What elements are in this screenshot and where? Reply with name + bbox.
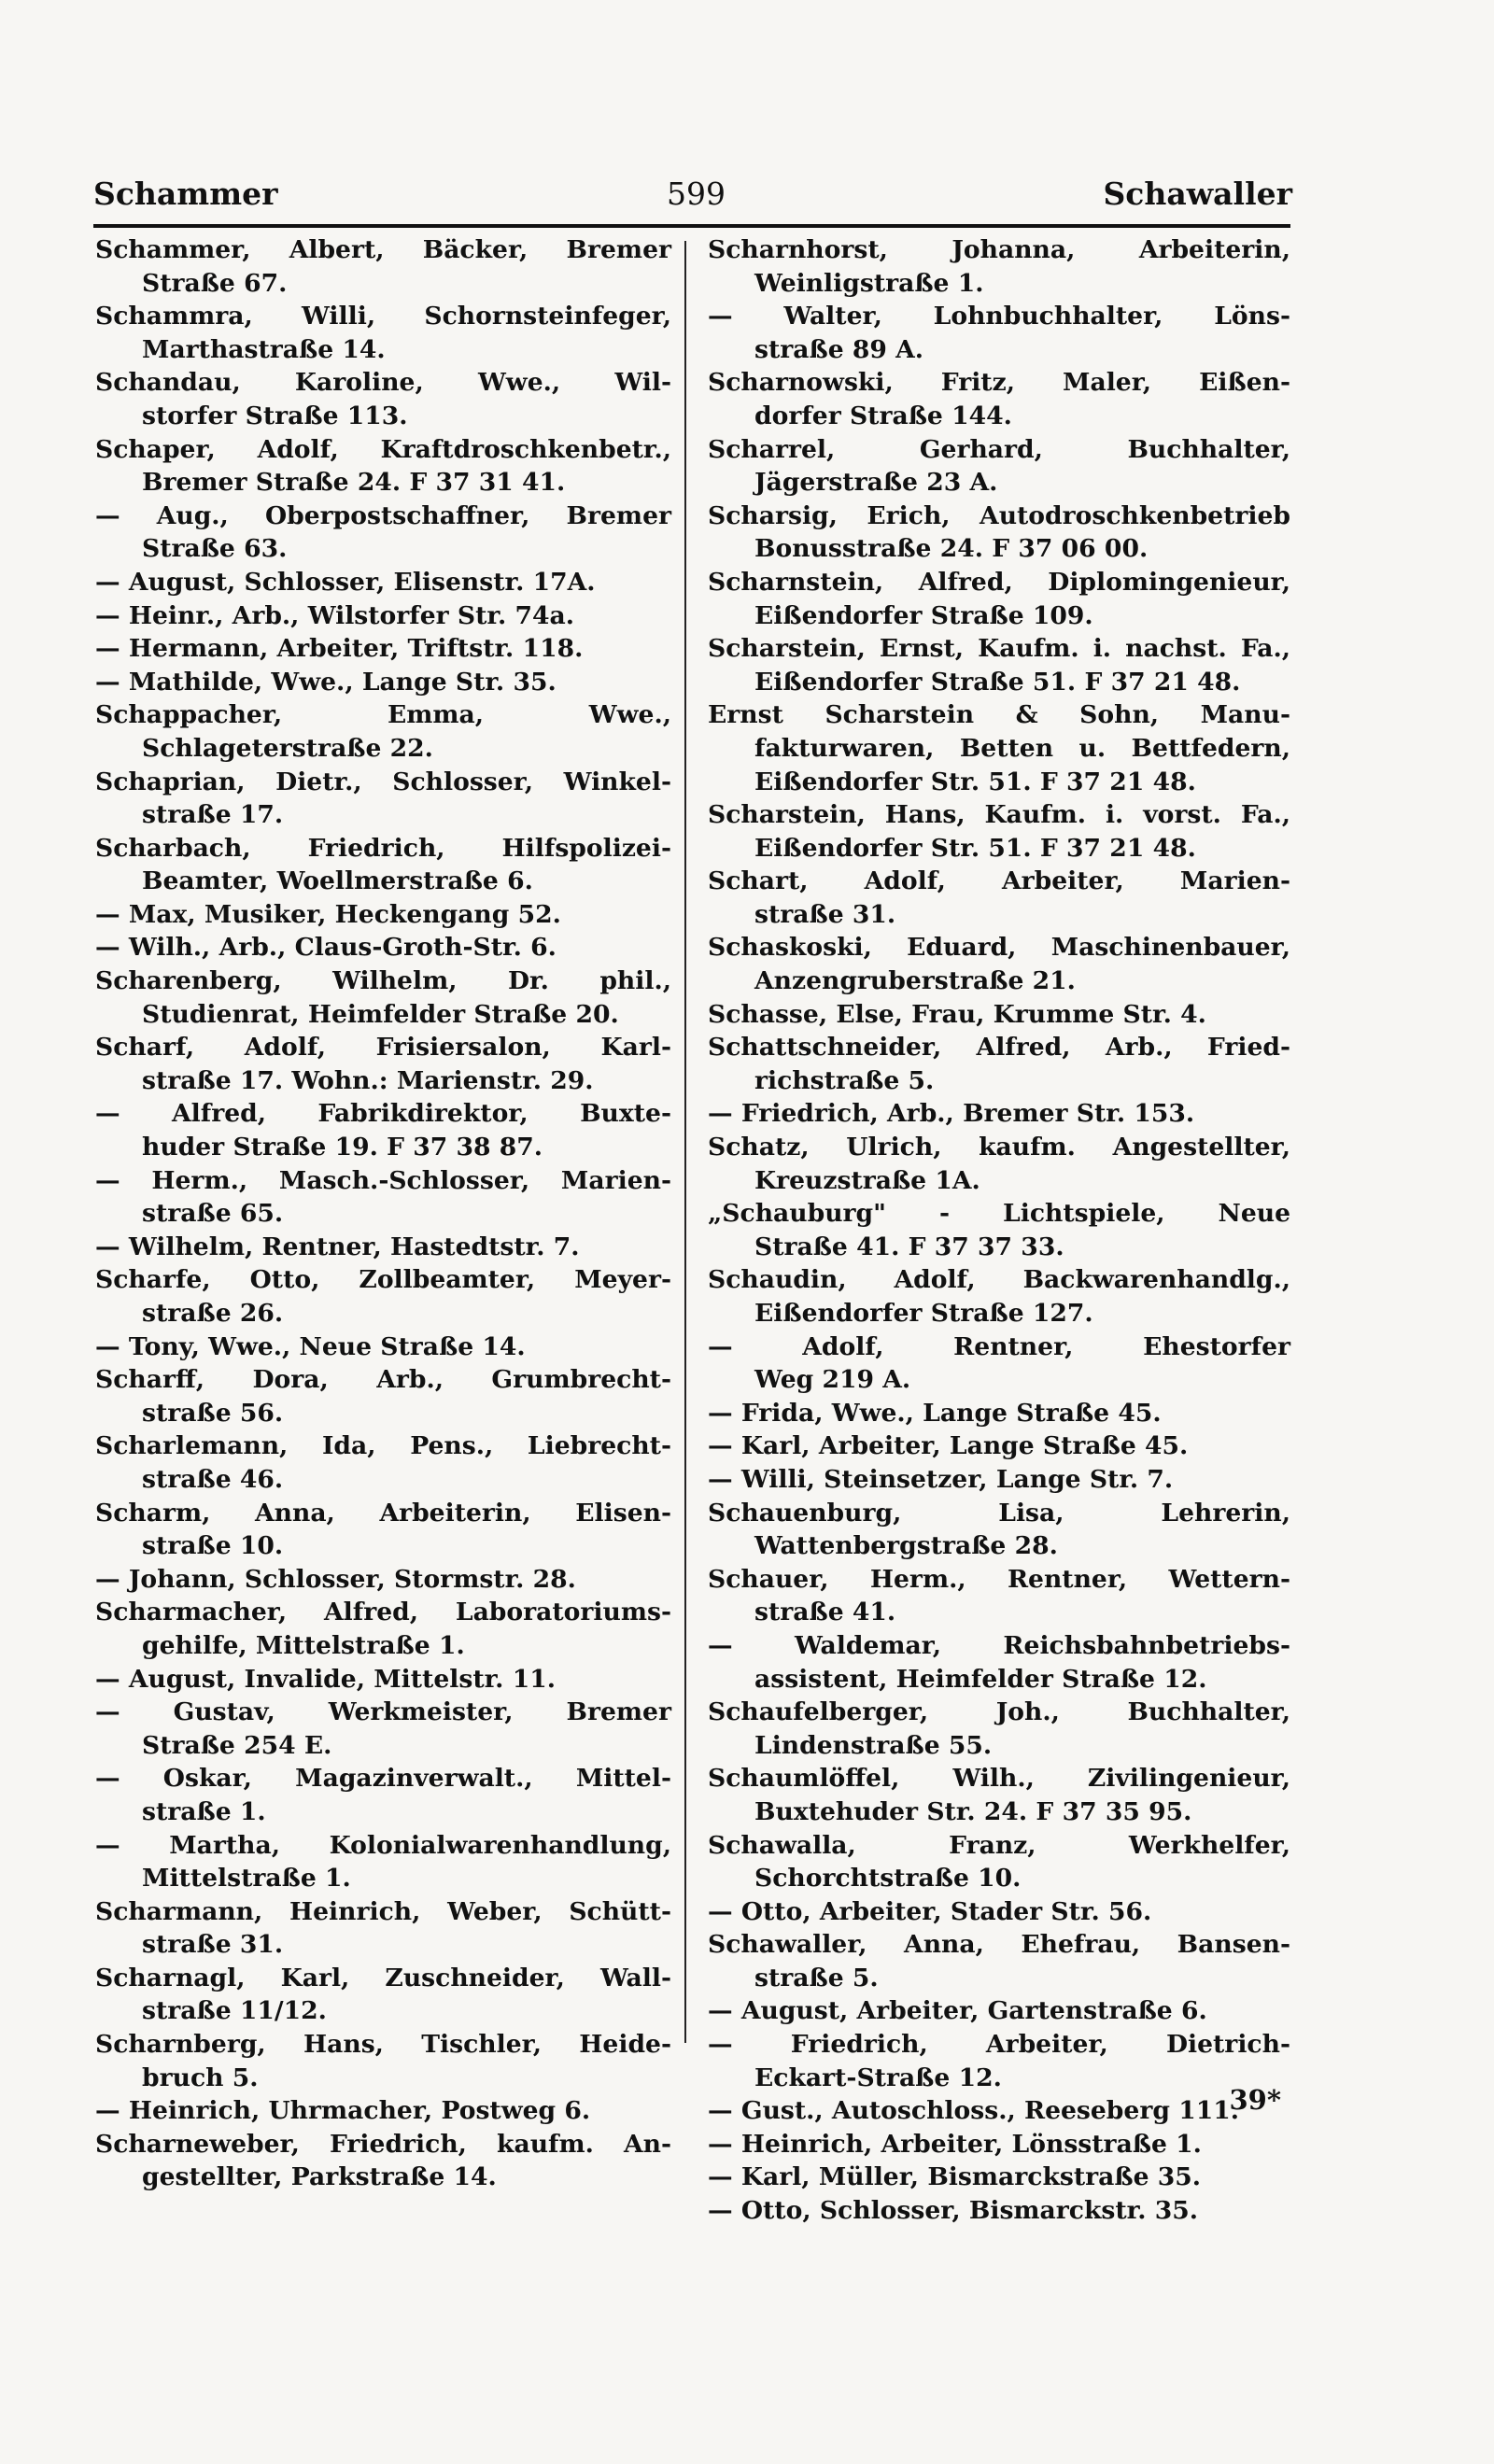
entry-line: straße 31.	[754, 899, 896, 929]
directory-entry	[95, 1762, 671, 1828]
entry-line: — Max, Musiker, Heckengang 52.	[95, 899, 561, 929]
entry-line: — Heinrich, Arbeiter, Lönsstraße 1.	[708, 2129, 1202, 2159]
entry-line: Straße 67.	[142, 268, 288, 298]
entry-line: Schorchtstraße 10.	[754, 1864, 1022, 1894]
entry-line: Scharneweber, Friedrich, kaufm. An-	[95, 2129, 671, 2159]
entry-line: — Walter, Lohnbuchhalter, Löns-	[708, 302, 1290, 331]
entry-line: — Mathilde, Wwe., Lange Str. 35.	[95, 667, 557, 697]
entry-line: Eißendorfer Straße 51. F 37 21 48.	[754, 667, 1241, 697]
entry-line: Scharlemann, Ida, Pens., Liebrecht-	[95, 1431, 671, 1461]
entry-line: straße 1.	[142, 1796, 266, 1826]
right-column	[708, 233, 1290, 2228]
entry-line: huder Straße 19. F 37 38 87.	[142, 1133, 543, 1162]
entry-line: — Karl, Arbeiter, Lange Straße 45.	[708, 1431, 1189, 1461]
directory-entry	[708, 1994, 1290, 2028]
entry-line: Schappacher, Emma, Wwe.,	[95, 700, 671, 730]
entry-line: — August, Invalide, Mittelstr. 11.	[95, 1664, 556, 1694]
entry-line: — August, Schlosser, Elisenstr. 17A.	[95, 567, 596, 597]
entry-line: Wattenbergstraße 28.	[754, 1531, 1058, 1561]
directory-entry	[708, 1197, 1290, 1263]
entry-line: Schauer, Herm., Rentner, Wettern-	[708, 1564, 1290, 1594]
running-header	[93, 176, 1292, 222]
entry-line: Weinligstraße 1.	[754, 268, 984, 298]
directory-entry	[708, 1928, 1290, 1994]
entry-line: Scharmacher, Alfred, Laboratoriums-	[95, 1598, 671, 1627]
entry-line: — Adolf, Rentner, Ehestorfer	[708, 1331, 1290, 1361]
entry-line: Beamter, Woellmerstraße 6.	[142, 866, 533, 896]
header-left-keyword: Schammer	[93, 176, 278, 212]
directory-entry	[95, 1596, 671, 1662]
entry-line: Schawalla, Franz, Werkhelfer,	[708, 1830, 1290, 1860]
directory-entry	[708, 500, 1290, 566]
entry-line: Schaprian, Dietr., Schlosser, Winkel-	[95, 767, 671, 796]
entry-line: Buxtehuder Str. 24. F 37 35 95.	[754, 1796, 1192, 1826]
entry-line: straße 17.	[142, 800, 284, 830]
entry-line: straße 10.	[142, 1531, 284, 1561]
directory-entry	[95, 898, 671, 932]
entry-line: Eißendorfer Str. 51. F 37 21 48.	[754, 767, 1196, 796]
directory-entry	[95, 566, 671, 599]
entry-line: Studienrat, Heimfelder Straße 20.	[142, 999, 619, 1029]
entry-line: Scharnberg, Hans, Tischler, Heide-	[95, 2030, 671, 2060]
entry-line: Schaskoski, Eduard, Maschinenbauer,	[708, 933, 1290, 963]
directory-entry	[95, 1231, 671, 1264]
entry-line: richstraße 5.	[754, 1065, 935, 1095]
entry-line: Eckart-Straße 12.	[754, 2063, 1002, 2092]
directory-entry	[95, 2094, 671, 2128]
entry-line: Schaudin, Adolf, Backwarenhandlg.,	[708, 1265, 1290, 1295]
entry-line: — Waldemar, Reichsbahnbetriebs-	[708, 1630, 1290, 1660]
entry-line: Lindenstraße 55.	[754, 1730, 993, 1760]
directory-entry	[95, 1363, 671, 1429]
directory-entry	[95, 300, 671, 366]
entry-line: — Willi, Steinsetzer, Lange Str. 7.	[708, 1464, 1174, 1494]
directory-entry	[95, 366, 671, 432]
entry-line: straße 11/12.	[142, 1996, 327, 2026]
directory-entry	[708, 931, 1290, 997]
directory-entry	[95, 2128, 671, 2194]
entry-line: bruch 5.	[142, 2063, 259, 2092]
entry-line: — Gust., Autoschloss., Reeseberg 111.	[708, 2096, 1239, 2126]
entry-line: Schlageterstraße 22.	[142, 733, 433, 763]
directory-entry	[708, 2028, 1290, 2094]
entry-line: Scharstein, Hans, Kaufm. i. vorst. Fa.,	[708, 800, 1290, 830]
directory-entry	[708, 1429, 1290, 1463]
directory-entry	[708, 1263, 1290, 1330]
directory-entry	[708, 1563, 1290, 1629]
directory-entry	[95, 2028, 671, 2094]
entry-line: Schammra, Willi, Schornsteinfeger,	[95, 302, 671, 331]
entry-line: Scharenberg, Wilhelm, Dr. phil.,	[95, 966, 671, 996]
entry-line: straße 56.	[142, 1398, 284, 1428]
directory-entry	[95, 1031, 671, 1097]
entry-line: Scharm, Anna, Arbeiterin, Elisen-	[95, 1498, 671, 1528]
directory-entry	[708, 1696, 1290, 1762]
directory-entry	[708, 1331, 1290, 1397]
directory-entry	[95, 1829, 671, 1895]
entry-line: Schattschneider, Alfred, Arb., Fried-	[708, 1033, 1290, 1063]
entry-line: straße 89 A.	[754, 334, 924, 364]
directory-entry	[708, 698, 1290, 798]
entry-line: straße 5.	[754, 1963, 879, 1992]
directory-entry	[95, 1429, 671, 1496]
entry-line: assistent, Heimfelder Straße 12.	[754, 1664, 1207, 1694]
directory-entry	[708, 2128, 1290, 2161]
entry-line: — Tony, Wwe., Neue Straße 14.	[95, 1331, 526, 1361]
directory-entry	[95, 766, 671, 832]
entry-line: Scharf, Adolf, Frisiersalon, Karl-	[95, 1033, 671, 1063]
entry-line: Scharrel, Gerhard, Buchhalter,	[708, 434, 1290, 464]
entry-line: Schart, Adolf, Arbeiter, Marien-	[708, 866, 1290, 896]
entry-line: straße 26.	[142, 1299, 284, 1328]
entry-line: straße 41.	[754, 1598, 896, 1627]
directory-entry	[95, 1663, 671, 1697]
entry-line: — Herm., Masch.-Schlosser, Marien-	[95, 1165, 671, 1195]
directory-entry	[708, 998, 1290, 1032]
entry-line: Scharstein, Ernst, Kaufm. i. nachst. Fa.,	[708, 634, 1290, 664]
entry-line: Kreuzstraße 1A.	[754, 1165, 980, 1195]
directory-entry	[95, 632, 671, 666]
entry-line: dorfer Straße 144.	[754, 401, 1012, 430]
directory-entry	[95, 500, 671, 566]
directory-entry	[95, 964, 671, 1031]
entry-line: Schammer, Albert, Bäcker, Bremer	[95, 235, 671, 264]
entry-line: Schaumlöffel, Wilh., Zivilingenieur,	[708, 1764, 1290, 1794]
entry-line: — Wilhelm, Rentner, Hastedtstr. 7.	[95, 1232, 580, 1261]
directory-entry	[95, 1263, 671, 1330]
directory-entry	[95, 1563, 671, 1597]
entry-line: — Heinrich, Uhrmacher, Postweg 6.	[95, 2096, 591, 2126]
directory-entry	[708, 2161, 1290, 2194]
entry-line: — Johann, Schlosser, Stormstr. 28.	[95, 1564, 576, 1594]
header-right-keyword: Schawaller	[1103, 176, 1292, 212]
entry-line: „Schauburg" - Lichtspiele, Neue	[708, 1199, 1290, 1229]
entry-line: Schauenburg, Lisa, Lehrerin,	[708, 1498, 1290, 1528]
directory-entry	[708, 1397, 1290, 1430]
entry-line: Schatz, Ulrich, kaufm. Angestellter,	[708, 1133, 1290, 1162]
directory-entry	[95, 832, 671, 898]
column-divider	[684, 241, 686, 2043]
entry-line: Eißendorfer Str. 51. F 37 21 48.	[754, 833, 1196, 863]
directory-entry	[708, 1762, 1290, 1828]
directory-entry	[95, 1962, 671, 2028]
directory-entry	[95, 698, 671, 765]
entry-line: Anzengruberstraße 21.	[754, 966, 1076, 996]
entry-line: — Friedrich, Arb., Bremer Str. 153.	[708, 1099, 1195, 1129]
directory-entry	[95, 433, 671, 500]
directory-entry	[708, 1629, 1290, 1696]
entry-line: Eißendorfer Straße 127.	[754, 1299, 1093, 1328]
directory-entry	[95, 233, 671, 300]
entry-line: Jägerstraße 23 A.	[754, 468, 998, 498]
entry-line: — Heinr., Arb., Wilstorfer Str. 74a.	[95, 600, 575, 630]
entry-line: — Wilh., Arb., Claus-Groth-Str. 6.	[95, 933, 557, 963]
entry-line: Scharnhorst, Johanna, Arbeiterin,	[708, 235, 1290, 264]
directory-entry	[708, 1131, 1290, 1197]
header-rule	[93, 224, 1290, 228]
directory-entry	[95, 1331, 671, 1364]
entry-line: Ernst Scharstein & Sohn, Manu-	[708, 700, 1290, 730]
entry-line: Weg 219 A.	[754, 1365, 911, 1395]
directory-entry	[708, 566, 1290, 632]
directory-entry	[708, 233, 1290, 300]
entry-line: Schawaller, Anna, Ehefrau, Bansen-	[708, 1930, 1290, 1960]
directory-entry	[708, 1895, 1290, 1929]
entry-line: Marthastraße 14.	[142, 334, 386, 364]
directory-entry	[95, 1164, 671, 1231]
directory-entry	[708, 865, 1290, 931]
entry-line: Schaufelberger, Joh., Buchhalter,	[708, 1697, 1290, 1727]
directory-entry	[708, 300, 1290, 366]
entry-line: Schaper, Adolf, Kraftdroschkenbetr.,	[95, 434, 671, 464]
directory-entry	[95, 1097, 671, 1163]
entry-line: — Oskar, Magazinverwalt., Mittel-	[95, 1764, 671, 1794]
entry-line: Scharnstein, Alfred, Diplomingenieur,	[708, 567, 1290, 597]
directory-entry	[95, 1497, 671, 1563]
entry-line: gehilfe, Mittelstraße 1.	[142, 1630, 465, 1660]
entry-line: Scharnagl, Karl, Zuschneider, Wall-	[95, 1963, 671, 1992]
entry-line: Schandau, Karoline, Wwe., Wil-	[95, 368, 671, 398]
directory-entry	[708, 1497, 1290, 1563]
entry-line: Straße 41. F 37 37 33.	[754, 1232, 1064, 1261]
entry-line: Mittelstraße 1.	[142, 1864, 351, 1894]
entry-line: Straße 254 E.	[142, 1730, 332, 1760]
directory-entry	[708, 2194, 1290, 2228]
entry-line: — Alfred, Fabrikdirektor, Buxte-	[95, 1099, 671, 1129]
entry-line: Scharbach, Friedrich, Hilfspolizei-	[95, 833, 671, 863]
entry-line: Scharff, Dora, Arb., Grumbrecht-	[95, 1365, 671, 1395]
page-number: 599	[667, 176, 726, 212]
entry-line: Scharfe, Otto, Zollbeamter, Meyer-	[95, 1265, 671, 1295]
directory-entry	[708, 798, 1290, 865]
directory-entry	[708, 1463, 1290, 1497]
entry-line: straße 65.	[142, 1199, 284, 1229]
entry-line: — Karl, Müller, Bismarckstraße 35.	[708, 2162, 1202, 2192]
entry-line: Schasse, Else, Frau, Krumme Str. 4.	[708, 999, 1206, 1029]
entry-line: — August, Arbeiter, Gartenstraße 6.	[708, 1996, 1207, 2026]
directory-entry	[95, 1895, 671, 1962]
printer-signature-mark: 39*	[1229, 2084, 1281, 2116]
directory-entry	[708, 1031, 1290, 1097]
entry-line: storfer Straße 113.	[142, 401, 408, 430]
entry-line: — Otto, Arbeiter, Stader Str. 56.	[708, 1896, 1152, 1926]
directory-entry	[708, 632, 1290, 698]
directory-entry	[708, 2094, 1290, 2128]
entry-line: straße 17. Wohn.: Marienstr. 29.	[142, 1065, 594, 1095]
entry-line: — Hermann, Arbeiter, Triftstr. 118.	[95, 634, 584, 664]
entry-line: — Otto, Schlosser, Bismarckstr. 35.	[708, 2196, 1199, 2226]
entry-line: Bremer Straße 24. F 37 31 41.	[142, 468, 566, 498]
directory-entry	[708, 1097, 1290, 1131]
entry-line: straße 31.	[142, 1930, 284, 1960]
entry-line: fakturwaren, Betten u. Bettfedern,	[754, 733, 1290, 763]
entry-line: Scharmann, Heinrich, Weber, Schütt-	[95, 1896, 671, 1926]
entry-line: Straße 63.	[142, 534, 288, 564]
directory-entry	[708, 366, 1290, 432]
entry-line: — Frida, Wwe., Lange Straße 45.	[708, 1398, 1162, 1428]
directory-entry	[708, 433, 1290, 500]
directory-entry	[95, 666, 671, 699]
directory-entry	[708, 1829, 1290, 1895]
entry-line: Scharnowski, Fritz, Maler, Eißen-	[708, 368, 1290, 398]
directory-entry	[95, 1696, 671, 1762]
entry-line: — Gustav, Werkmeister, Bremer	[95, 1697, 671, 1727]
directory-entry	[95, 931, 671, 964]
entry-line: straße 46.	[142, 1464, 284, 1494]
directory-entry	[95, 599, 671, 633]
entry-line: Scharsig, Erich, Autodroschkenbetrieb	[708, 500, 1290, 530]
entry-line: — Aug., Oberpostschaffner, Bremer	[95, 500, 671, 530]
entry-line: — Friedrich, Arbeiter, Dietrich-	[708, 2030, 1290, 2060]
entry-line: Bonusstraße 24. F 37 06 00.	[754, 534, 1149, 564]
left-column	[95, 233, 671, 2194]
entry-line: — Martha, Kolonialwarenhandlung,	[95, 1830, 671, 1860]
entry-line: Eißendorfer Straße 109.	[754, 600, 1093, 630]
entry-line: gestellter, Parkstraße 14.	[142, 2162, 497, 2192]
